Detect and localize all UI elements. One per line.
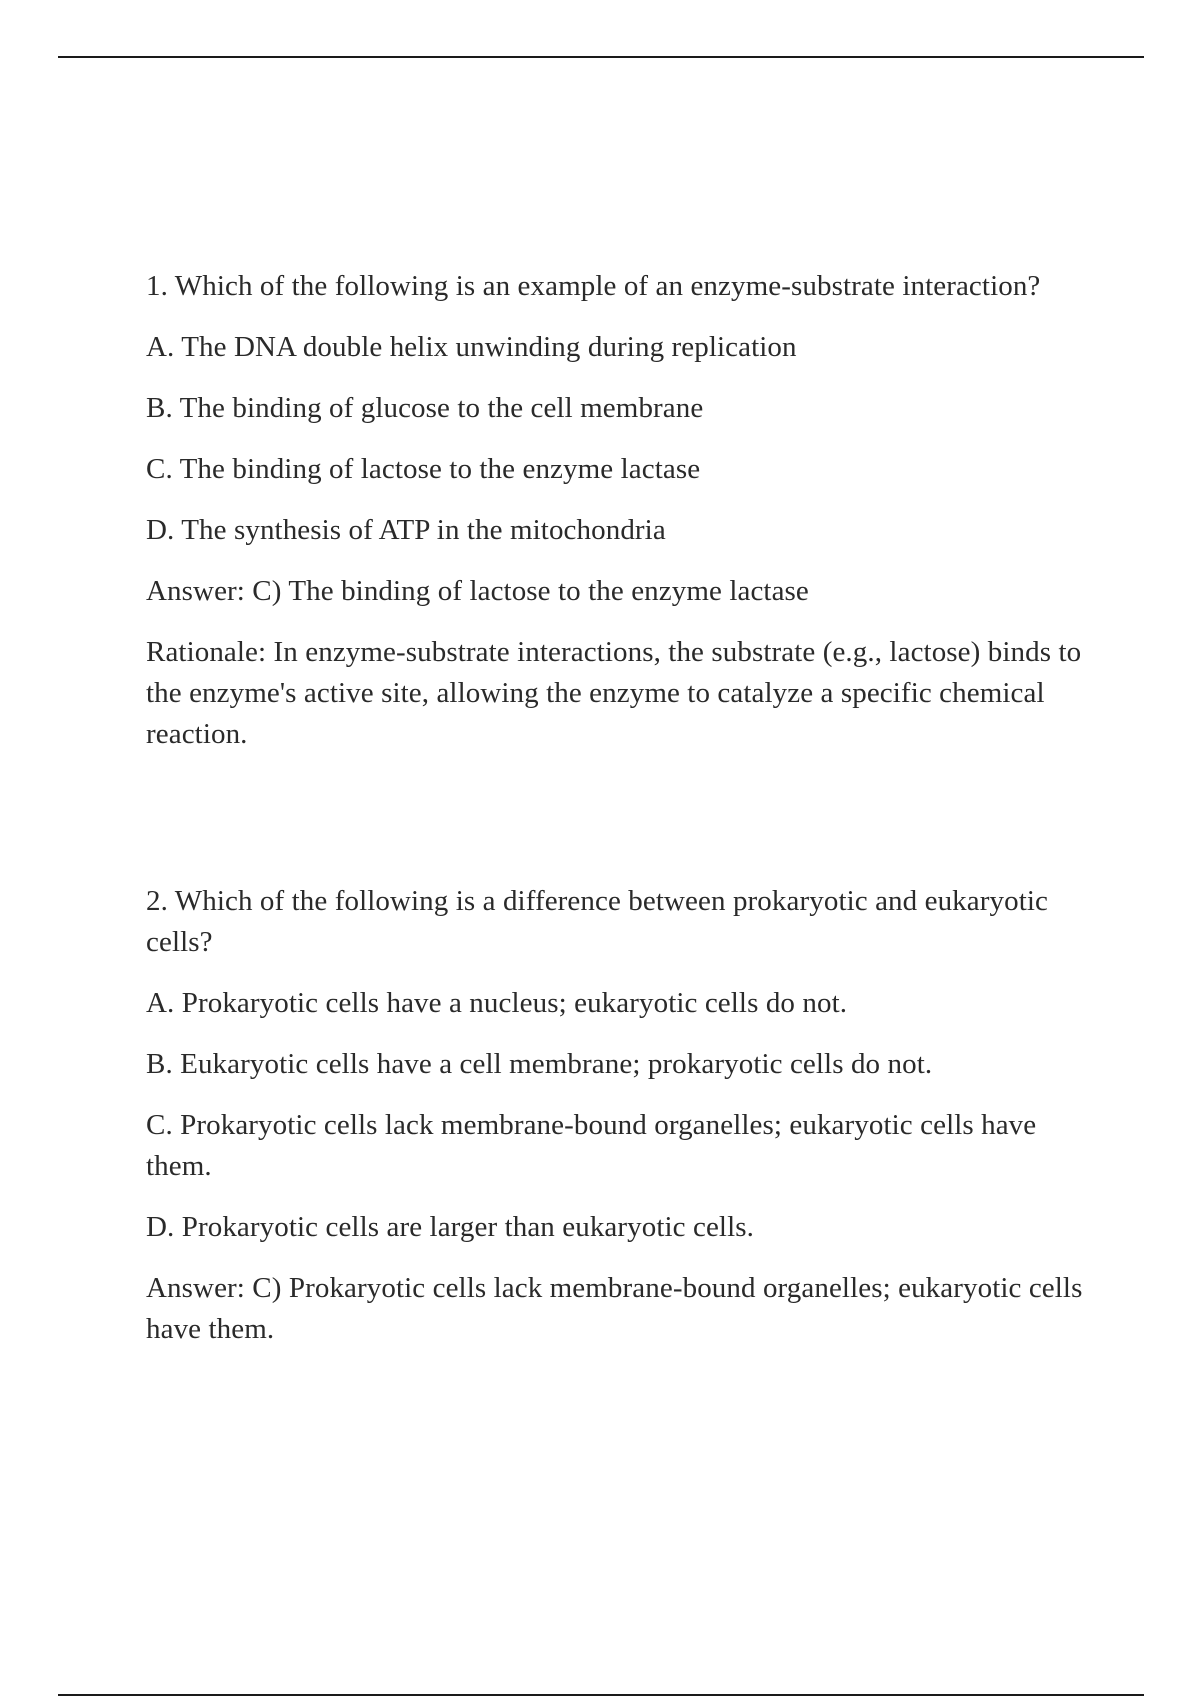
option-d: D. Prokaryotic cells are larger than eukaryotic cells.	[146, 1211, 754, 1243]
option-b: B. The binding of glucose to the cell membrane	[146, 392, 704, 424]
option-c: C. The binding of lactose to the enzyme lactase	[146, 453, 701, 485]
question-block-2	[146, 881, 1096, 1370]
rationale-text: Rationale: In enzyme-substrate interactions, the substrate (e.g., lactose) binds to the enzyme's active site, allowing the enzyme to catalyze a specific chemical reaction.	[146, 636, 1082, 750]
option-a: A. Prokaryotic cells have a nucleus; eukaryotic cells do not.	[146, 987, 848, 1019]
question-block-1	[146, 266, 1096, 775]
answer-text: Answer: C) The binding of lactose to the enzyme lactase	[146, 575, 809, 607]
option-d: D. The synthesis of ATP in the mitochondria	[146, 514, 666, 546]
option-b: B. Eukaryotic cells have a cell membrane; prokaryotic cells do not.	[146, 1048, 933, 1080]
option-c: C. Prokaryotic cells lack membrane-bound organelles; eukaryotic cells have them.	[146, 1109, 1037, 1182]
bottom-rule	[58, 1694, 1144, 1696]
question-prompt: 1. Which of the following is an example of an enzyme-substrate interaction?	[146, 270, 1041, 302]
answer-text: Answer: C) Prokaryotic cells lack membrane-bound organelles; eukaryotic cells have them.	[146, 1272, 1083, 1345]
top-rule	[58, 56, 1144, 58]
question-prompt: 2. Which of the following is a difference between prokaryotic and eukaryotic cells?	[146, 885, 1048, 958]
option-a: A. The DNA double helix unwinding during replication	[146, 331, 797, 363]
